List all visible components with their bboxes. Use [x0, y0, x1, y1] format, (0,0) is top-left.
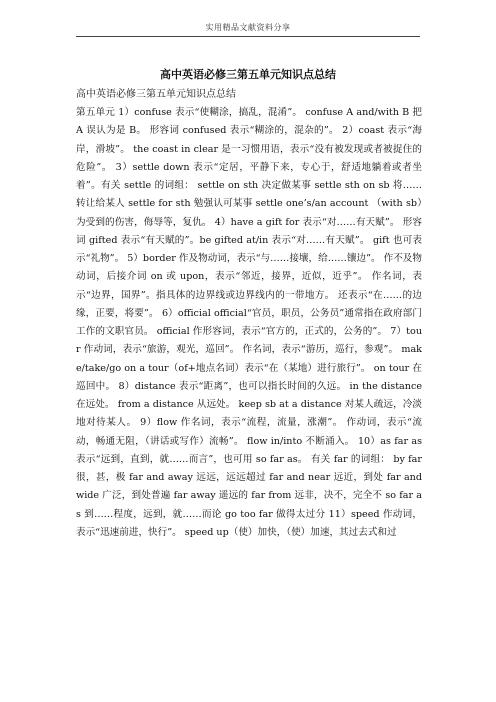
document-title: 高中英语必修三第五单元知识点总结 [160, 68, 336, 81]
body-paragraph: 第五单元 1）confuse 表示“使糊涂，搞乱，混淆”。 confuse A and/with B 把 A 误认为是 B。 形容词 confused 表示“糊涂的，混杂的”。 2）coast 表示“海岸，滑坡”。 the coast in clear 是一习惯用语，表示“没有被发现或者被捉住的危险”。 3）settle down 表示“定居，平静下来，专心于，舒适地躺着或者坐着”。有关 settle 的词组： settle on sth 决定做某事 settle sth on sb 将……转让给某人 settle for sth 勉强认可某事 settle one’s/an account （with sb）为受到的伤害，侮辱等，复仇。 4）have a gift for 表示“对……有天赋”。 形容词 gifted 表示“有天赋的”。be gifted at/in 表示“对……有天赋”。 gift 也可表示“礼物”。 5）border 作及物动词，表示“与……接壤，给……镶边”。 作不及物动词，后接介词 on 或 upon，表示“邻近，接界，近似，近乎”。 作名词，表示“边界，国界”。指具体的边界线或边界线内的一带地方。 还表示“在……的边缘，正要，将要”。 6）official official“官员，职员，公务员”通常指在政府部门工作的文职官员。 official 作形容词，表示“官方的，正式的，公务的”。 7）tour 作动词，表示“旅游，观光，巡回”。 作名词，表示“游历，巡行，参观”。 make/take/go on a tour（of+地点名词）表示“在（某地）进行旅行”。 on tour 在巡回中。 8）distance 表示“距离”，也可以指长时间的久远。 in the distance 在远处。 from a distance 从远处。 keep sb at a distance 对某人疏远，冷淡地对待某人。 9）flow 作名词，表示“流程，流量，涨潮”。 作动词，表示“流动，畅通无阻，（讲话或写作）流畅”。 flow in/into 不断涌入。 10）as far as 表示“远到，直到，就……而言”，也可用 so far as。 有关 far 的词组： by far 很，甚，极 far and away 远远，远远超过 far and near 远近，到处 far and wide 广泛，到处普遍 far away 遥远的 far from 远非，决不，完全不 so far as 到……程度，远到，就……而论 go too far 做得太过分 11）speed 作动词，表示“迅速前进，快行”。 speed up（使）加快，（使）加速，其过去式和过 [76, 107, 422, 538]
header-divider [76, 36, 420, 37]
document-body [76, 86, 422, 542]
page-header: 实用精品文献资料分享 [205, 23, 291, 32]
document-subtitle: 高中英语必修三第五单元知识点总结 [76, 89, 236, 100]
